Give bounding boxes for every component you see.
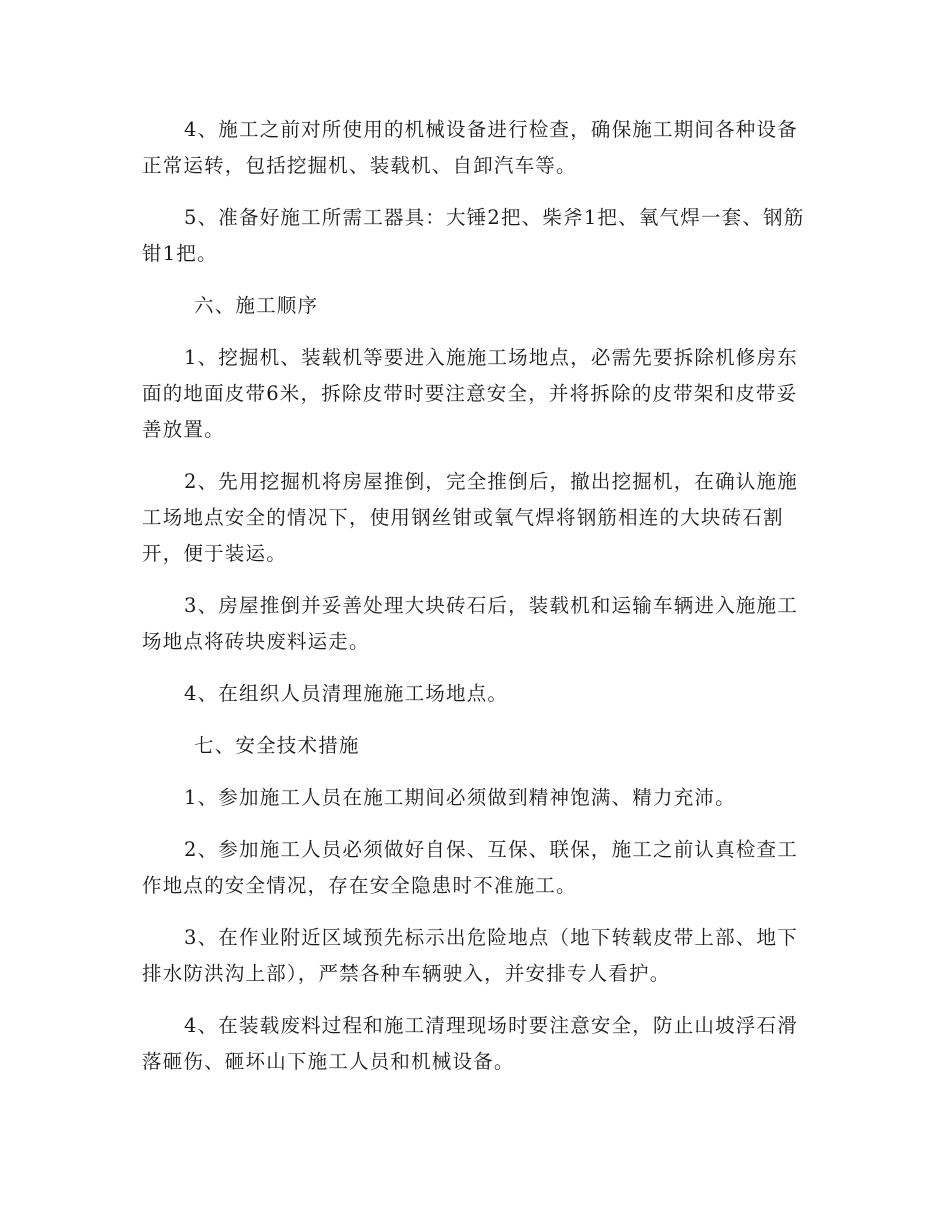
document-page [142,112,810,1080]
section-heading-safety-measures: 七、安全技术措施 [194,734,360,757]
paragraph-safety-2: 2、参加施工人员必须做好自保、互保、联保，施工之前认真检查工作地点的安全情况，存在安全隐患时不准施工。 [142,838,798,897]
paragraph-safety-1: 1、参加施工人员在施工期间必须做到精神饱满、精力充沛。 [184,786,736,809]
section-heading-construction-sequence: 六、施工顺序 [194,294,319,317]
paragraph-sequence-2: 2、先用挖掘机将房屋推倒，完全推倒后，撤出挖掘机，在确认施施工场地点安全的情况下，使用钢丝钳或氧气焊将钢筋相连的大块砖石割开，便于装运。 [142,470,798,565]
paragraph-sequence-1: 1、挖掘机、装载机等要进入施施工场地点，必需先要拆除机修房东面的地面皮带6米，拆除皮带时要注意安全，并将拆除的皮带架和皮带妥善放置。 [142,346,798,441]
paragraph-prep-4: 4、施工之前对所使用的机械设备进行检查，确保施工期间各种设备正常运转，包括挖掘机、装载机、自卸汽车等。 [142,118,798,177]
paragraph-safety-3: 3、在作业附近区域预先标示出危险地点（地下转载皮带上部、地下排水防洪沟上部），严禁各种车辆驶入，并安排专人看护。 [142,926,798,985]
paragraph-sequence-3: 3、房屋推倒并妥善处理大块砖石后，装载机和运输车辆进入施施工场地点将砖块废料运走。 [142,594,798,653]
paragraph-sequence-4: 4、在组织人员清理施施工场地点。 [184,682,509,705]
paragraph-safety-4: 4、在装载废料过程和施工清理现场时要注意安全，防止山坡浮石滑落砸伤、砸坏山下施工人员和机械设备。 [142,1014,798,1073]
paragraph-prep-5: 5、准备好施工所需工器具：大锤2把、柴斧1把、氧气焊一套、钢筋钳1把。 [142,206,805,265]
